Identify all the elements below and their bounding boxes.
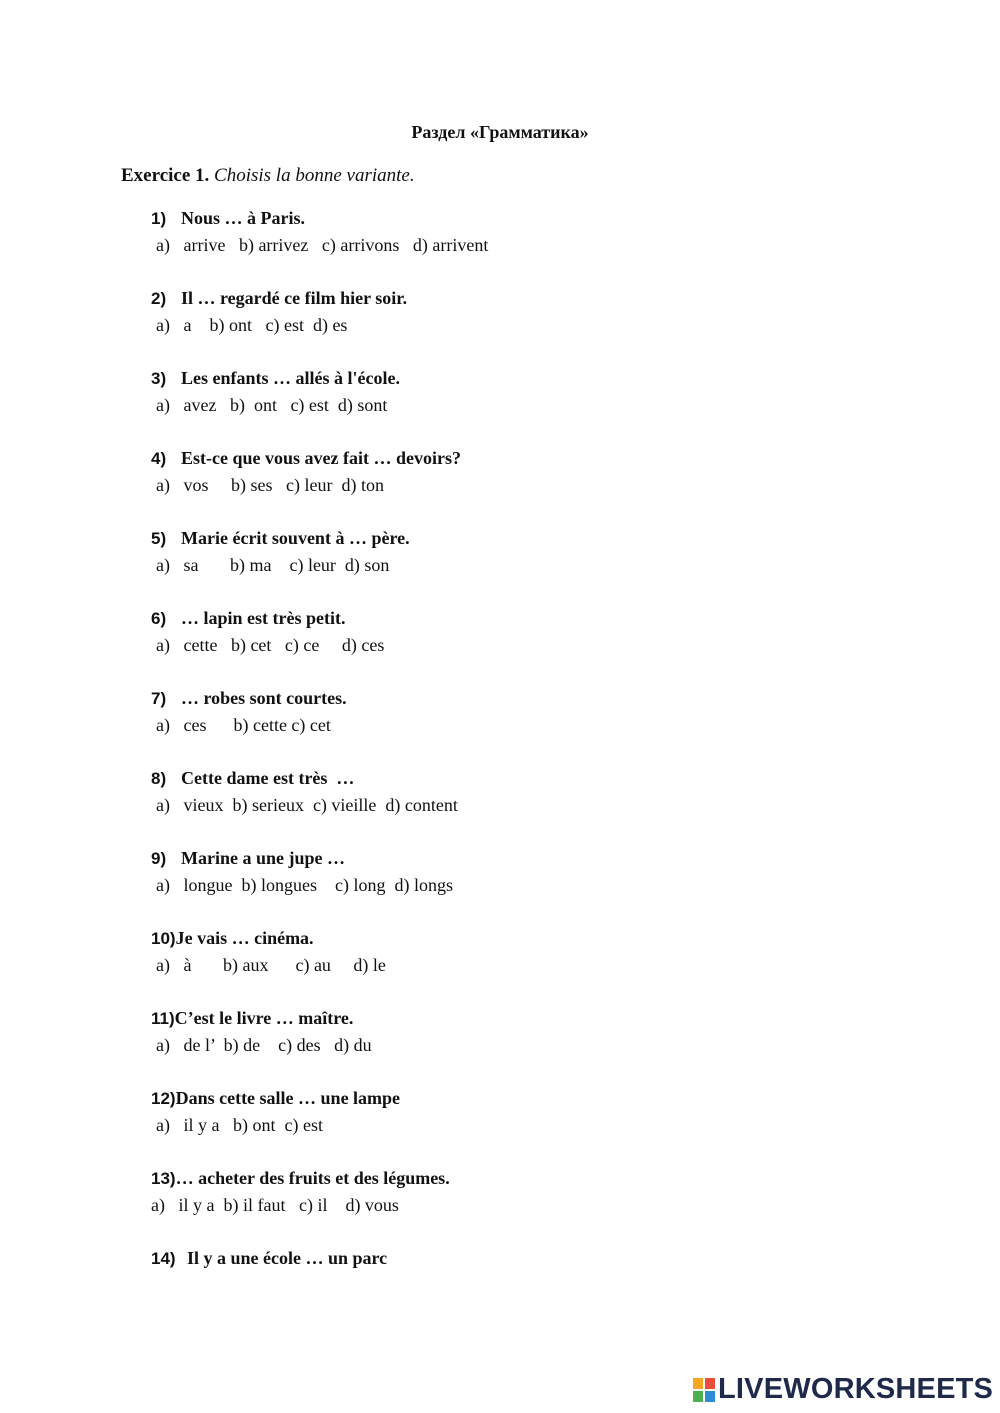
question-number: 10) xyxy=(151,929,176,948)
question-10 xyxy=(151,928,386,976)
page-title: Раздел «Грамматика» xyxy=(411,122,589,142)
question-text: Je vais … cinéma. xyxy=(175,928,314,948)
question-number: 6) xyxy=(151,609,167,628)
question-number: 8) xyxy=(151,769,167,788)
exercise-instruction xyxy=(121,165,415,187)
question-text: … acheter des fruits et des légumes. xyxy=(175,1168,450,1188)
question-6 xyxy=(151,608,384,656)
question-options: a) arrive b) arrivez c) arrivons d) arrivent xyxy=(156,235,489,255)
question-12 xyxy=(151,1088,400,1136)
question-options: a) longue b) longues c) long d) longs xyxy=(156,875,453,895)
logo-square-red xyxy=(705,1378,715,1389)
exercise-label: Exercice 1. xyxy=(121,165,210,186)
question-7 xyxy=(151,688,347,736)
question-options: a) cette b) cet c) ce d) ces xyxy=(156,635,385,655)
question-options: a) a b) ont c) est d) es xyxy=(156,315,348,335)
logo-square-orange xyxy=(693,1378,703,1389)
question-number: 7) xyxy=(151,689,167,708)
question-options: a) sa b) ma c) leur d) son xyxy=(156,555,390,575)
question-9 xyxy=(151,848,453,896)
liveworksheets-logo xyxy=(693,1373,993,1406)
question-text: … lapin est très petit. xyxy=(181,608,346,628)
question-number: 4) xyxy=(151,449,167,468)
brand-name: LIVEWORKSHEETS xyxy=(718,1373,994,1405)
question-4 xyxy=(151,448,461,496)
question-13 xyxy=(151,1168,450,1216)
question-2 xyxy=(151,288,407,336)
question-number: 3) xyxy=(151,369,167,388)
question-11 xyxy=(151,1008,372,1056)
question-text: Est-ce que vous avez fait … devoirs? xyxy=(181,448,461,468)
question-text: Dans cette salle … une lampe xyxy=(175,1088,401,1108)
question-number: 11) xyxy=(151,1009,175,1028)
question-number: 14) xyxy=(151,1249,176,1268)
question-options: a) il y a b) ont c) est xyxy=(156,1115,323,1135)
question-number: 9) xyxy=(151,849,167,868)
question-text: Il y a une école … un parc xyxy=(187,1248,388,1268)
question-number: 5) xyxy=(151,529,167,548)
question-text: C’est le livre … maître. xyxy=(174,1008,354,1028)
question-3 xyxy=(151,368,400,416)
question-options: a) avez b) ont c) est d) sont xyxy=(156,395,388,415)
question-number: 2) xyxy=(151,289,167,308)
question-options: a) ces b) cette c) cet xyxy=(156,715,331,735)
question-number: 12) xyxy=(151,1089,176,1108)
liveworksheets-logo-icon xyxy=(693,1378,715,1402)
exercise-text: Choisis la bonne variante. xyxy=(214,165,415,186)
question-8 xyxy=(151,768,458,816)
question-14 xyxy=(151,1248,387,1272)
question-text: Nous … à Paris. xyxy=(181,208,306,228)
question-5 xyxy=(151,528,410,576)
question-text: … robes sont courtes. xyxy=(181,688,347,708)
question-1 xyxy=(151,208,488,256)
question-options: a) il y a b) il faut c) il d) vous xyxy=(151,1195,399,1215)
question-text: Cette dame est très … xyxy=(181,768,355,788)
question-number: 13) xyxy=(151,1169,176,1188)
question-options: a) de l’ b) de c) des d) du xyxy=(156,1035,372,1055)
question-options: a) vos b) ses c) leur d) ton xyxy=(156,475,384,495)
question-text: Marine a une jupe … xyxy=(181,848,345,868)
question-options: a) à b) aux c) au d) le xyxy=(156,955,386,975)
question-number: 1) xyxy=(151,209,167,228)
question-text: Marie écrit souvent à … père. xyxy=(181,528,410,548)
logo-square-blue xyxy=(705,1391,715,1402)
logo-square-green xyxy=(693,1391,703,1402)
question-text: Les enfants … allés à l'école. xyxy=(181,368,400,388)
question-text: Il … regardé ce film hier soir. xyxy=(181,288,408,308)
question-options: a) vieux b) serieux c) vieille d) content xyxy=(156,795,458,815)
